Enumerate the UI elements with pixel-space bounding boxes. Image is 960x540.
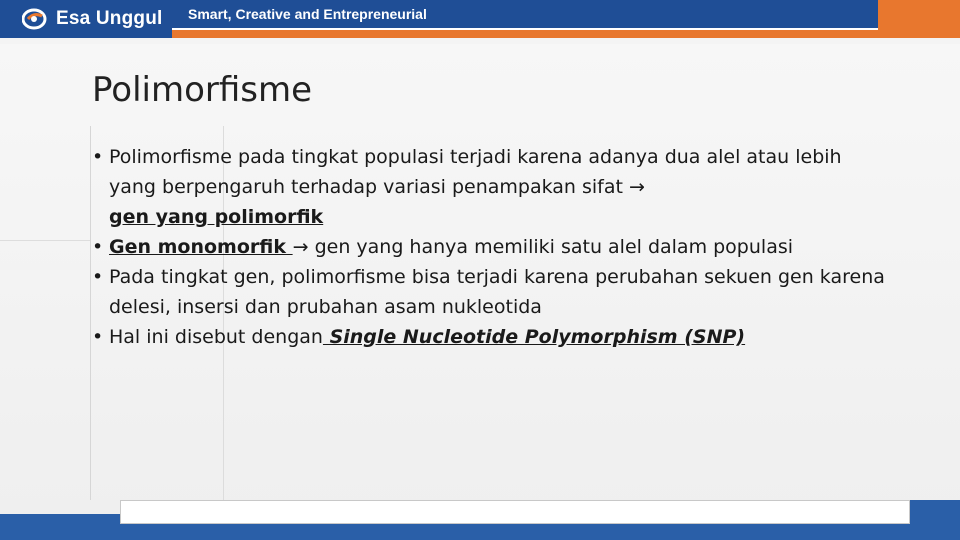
bullet-dot: • bbox=[92, 236, 104, 258]
bullet-text bbox=[109, 322, 892, 352]
slide-content bbox=[92, 142, 892, 352]
bullet-text: Pada tingkat gen, polimorfisme bisa terjadi karena perubahan sekuen gen karena delesi, insersi dan prubahan asam nukleotida bbox=[109, 266, 885, 318]
bullet-item bbox=[92, 322, 892, 352]
bullet-dot: • bbox=[92, 326, 104, 348]
university-logo-icon bbox=[22, 8, 50, 30]
header-divider bbox=[172, 30, 878, 38]
header-bar bbox=[0, 0, 960, 38]
slide-title: Polimorfisme bbox=[92, 70, 313, 110]
arrow-icon: → bbox=[629, 176, 645, 198]
bullet-item bbox=[92, 232, 892, 262]
logo bbox=[0, 0, 172, 38]
bullet-item bbox=[92, 262, 892, 322]
footer-accent bbox=[910, 500, 960, 514]
logo-name: Esa Unggul bbox=[56, 8, 163, 29]
bullet-item bbox=[92, 142, 892, 232]
bullet-text bbox=[109, 232, 892, 262]
bullet-emphasis: Gen monomorfik bbox=[109, 236, 293, 258]
bullet-dot: • bbox=[92, 146, 104, 168]
panel-side-line bbox=[0, 240, 90, 498]
footer-strip bbox=[120, 500, 910, 524]
bullet-emphasis: Single Nucleotide Polymorphism (SNP) bbox=[322, 326, 746, 348]
bullet-text-part: Polimorfisme pada tingkat populasi terjadi karena adanya dua alel atau lebih yang berpengaruh terhadap variasi penampakan sifat bbox=[109, 146, 842, 198]
header-accent bbox=[878, 0, 960, 38]
tagline-box bbox=[172, 0, 878, 30]
bullet-text-part: Hal ini disebut dengan bbox=[109, 326, 323, 348]
tagline: Smart, Creative and Entrepreneurial bbox=[188, 6, 427, 22]
bullet-text-part: gen yang hanya memiliki satu alel dalam populasi bbox=[308, 236, 794, 258]
arrow-icon: → bbox=[292, 236, 309, 258]
bullet-emphasis: gen yang polimorfik bbox=[109, 206, 324, 228]
bullet-text bbox=[109, 142, 892, 232]
bullet-dot: • bbox=[92, 266, 104, 288]
